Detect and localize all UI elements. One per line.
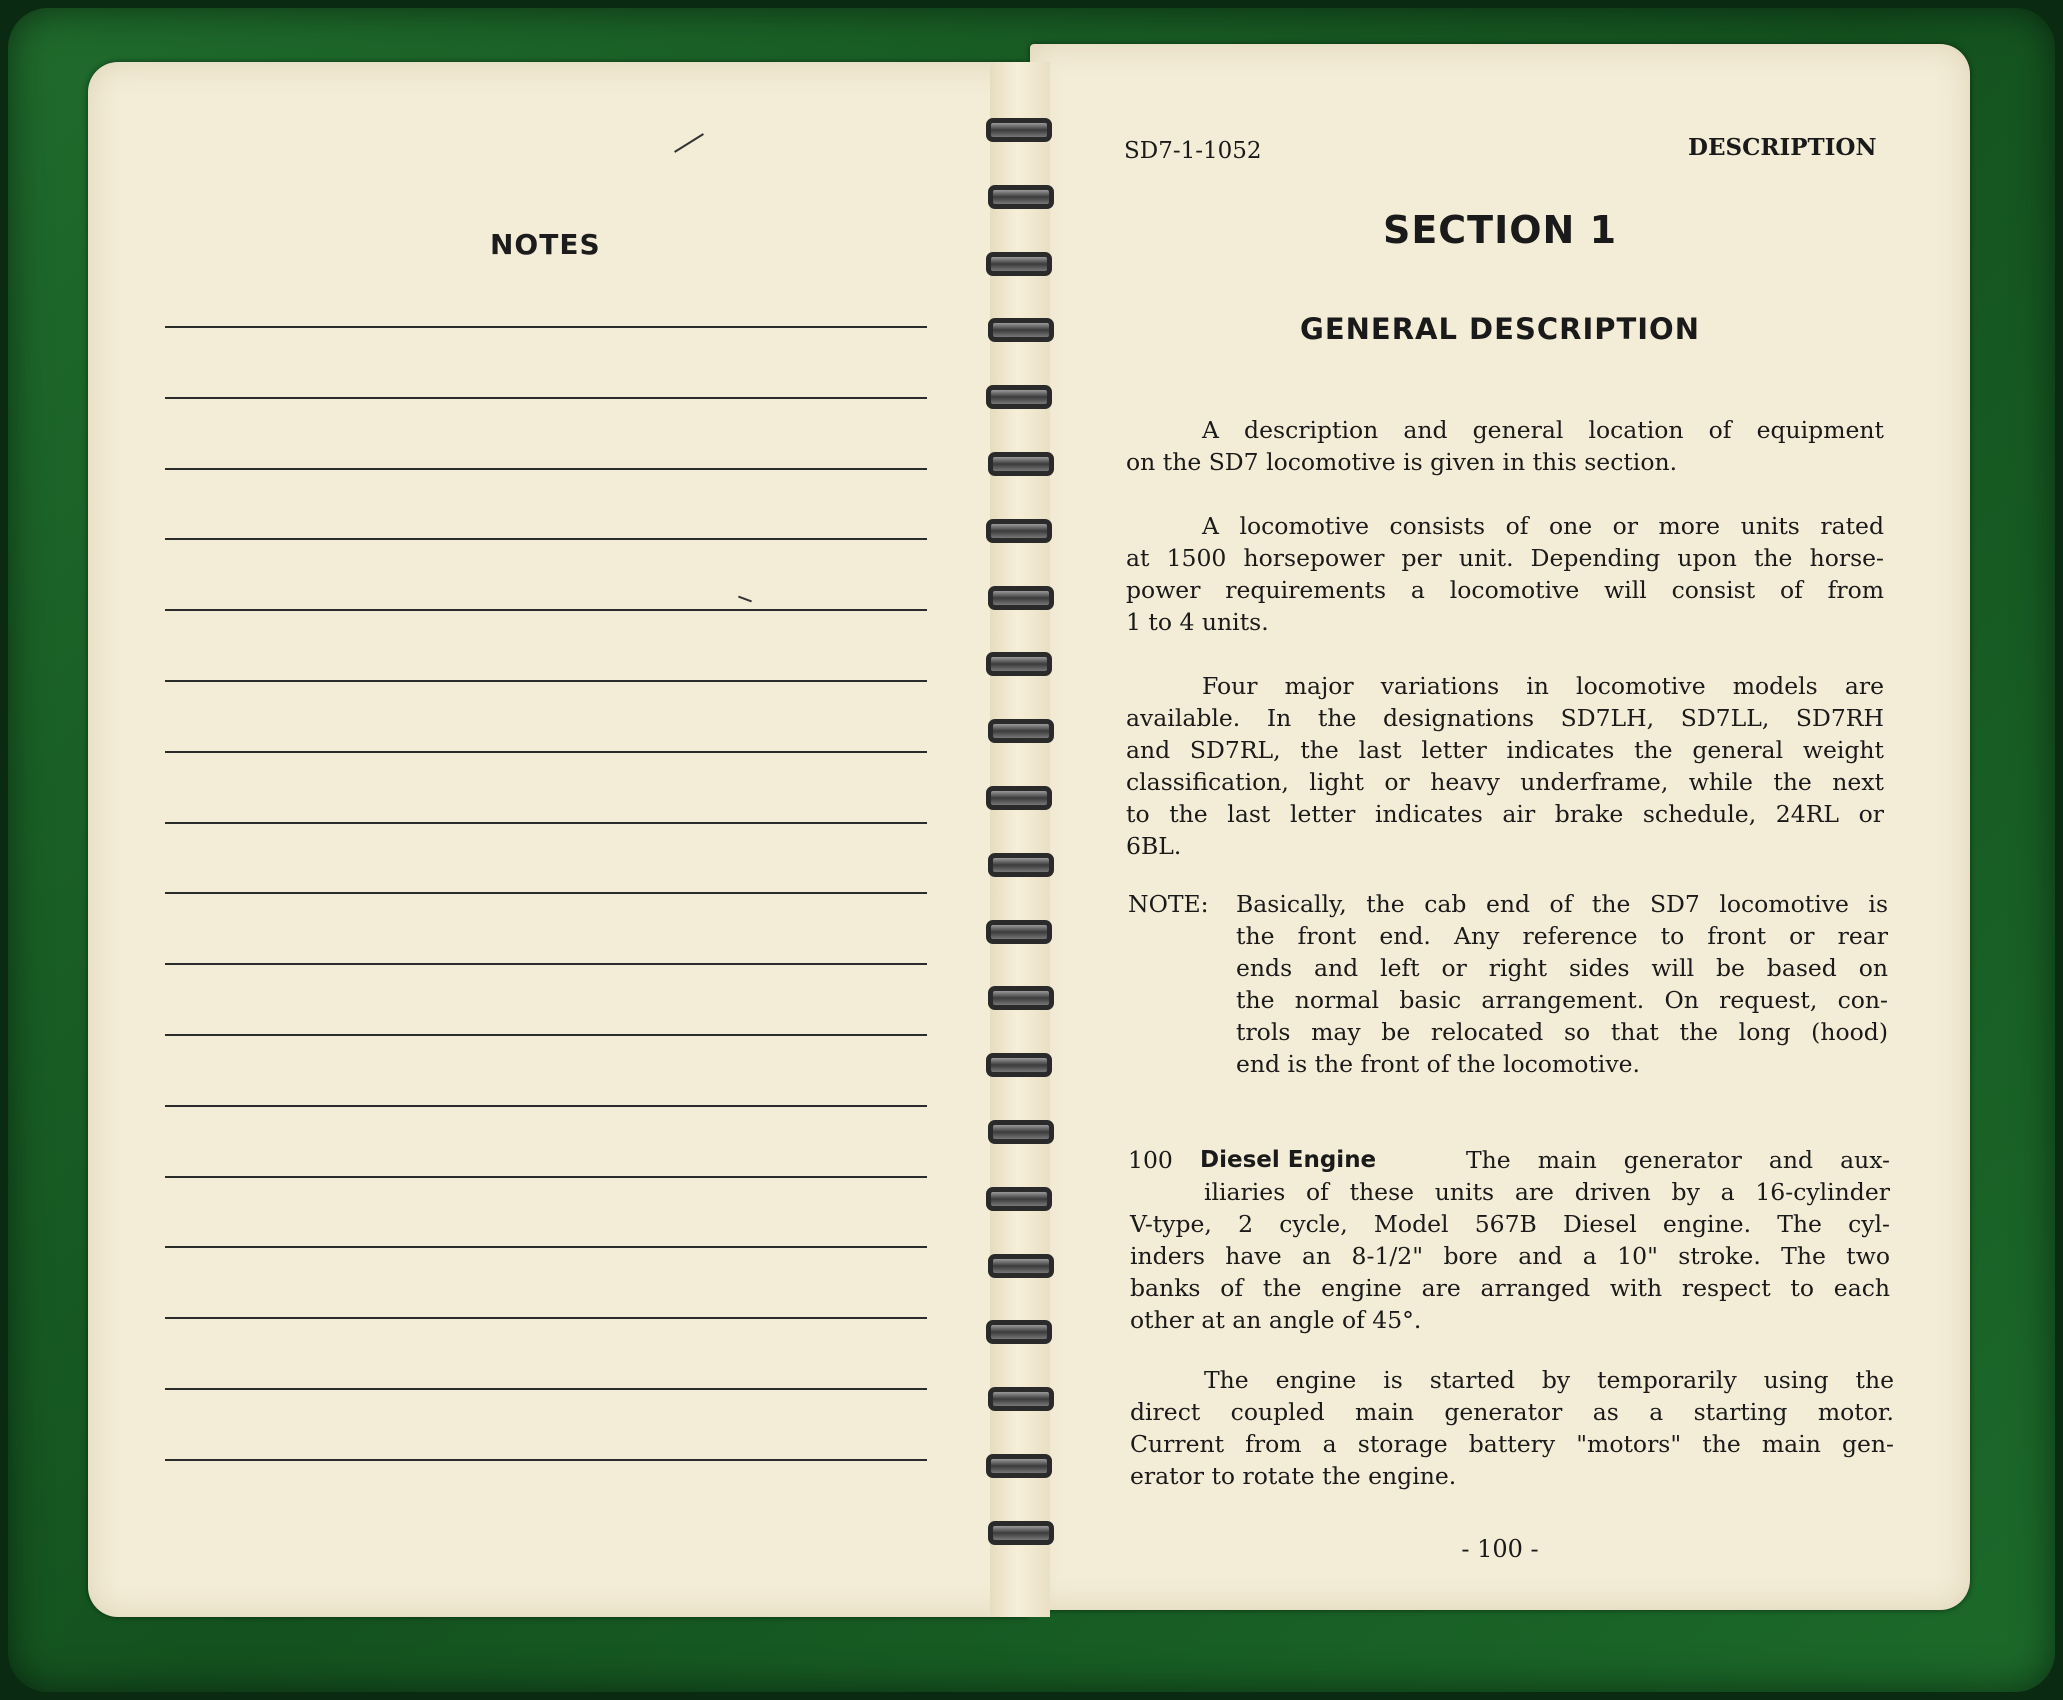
text-line: available. In the designations SD7LH, SD7LL, SD7RH: [1126, 704, 1884, 732]
text-line: V-type, 2 cycle, Model 567B Diesel engine. The cyl-: [1130, 1210, 1890, 1238]
note-rule-line: [165, 892, 927, 894]
text-line: banks of the engine are arranged with respect to each: [1130, 1274, 1890, 1302]
text-line: Current from a storage battery "motors" the main gen-: [1130, 1430, 1894, 1458]
text-line: the front end. Any reference to front or rear: [1236, 922, 1888, 950]
text-line: Basically, the cab end of the SD7 locomotive is: [1236, 890, 1888, 918]
note-rule-line: [165, 963, 927, 965]
binding-ring: [988, 1521, 1054, 1545]
paragraph-units: [1126, 510, 1884, 638]
note-rule-line: [165, 1105, 927, 1107]
binding-ring: [988, 1120, 1054, 1144]
note-rule-line: [165, 751, 927, 753]
text-line: A locomotive consists of one or more units rated: [1202, 512, 1884, 540]
document-id-header: SD7-1-1052: [1124, 138, 1262, 164]
binding-ring: [986, 1187, 1052, 1211]
binding-ring: [988, 1254, 1054, 1278]
paragraph-intro: [1126, 414, 1884, 478]
binding-ring: [986, 519, 1052, 543]
text-line: ends and left or right sides will be based on: [1236, 954, 1888, 982]
binding-ring: [988, 853, 1054, 877]
binding-ring: [986, 1320, 1052, 1344]
note-label: NOTE:: [1128, 890, 1209, 918]
text-line: Four major variations in locomotive models are: [1202, 672, 1884, 700]
binding-gutter: [990, 62, 1050, 1617]
binding-ring: [986, 1053, 1052, 1077]
text-line: erator to rotate the engine.: [1130, 1462, 1457, 1490]
item-number: 100: [1128, 1146, 1173, 1174]
note-rule-line: [165, 1459, 927, 1461]
text-line: power requirements a locomotive will consist of from: [1126, 576, 1884, 604]
paragraph-diesel-engine: [1130, 1176, 1890, 1336]
text-line: the normal basic arrangement. On request, con-: [1236, 986, 1888, 1014]
note-rule-line: [165, 397, 927, 399]
binding-ring: [988, 986, 1054, 1010]
note-rule-line: [165, 326, 927, 328]
item-title: Diesel Engine: [1200, 1147, 1377, 1173]
page-number: - 100 -: [1461, 1535, 1539, 1563]
binding-ring: [988, 586, 1054, 610]
notes-title: NOTES: [490, 228, 601, 261]
note-rule-line: [165, 1317, 927, 1319]
note-rule-line: [165, 1176, 927, 1178]
note-rule-line: [165, 1388, 927, 1390]
paragraph-variations: [1126, 670, 1884, 862]
note-block: [1236, 888, 1888, 1080]
binding-ring: [986, 786, 1052, 810]
text-line: to the last letter indicates air brake schedule, 24RL or: [1126, 800, 1884, 828]
binding-ring: [986, 385, 1052, 409]
note-rule-line: [165, 468, 927, 470]
note-rule-line: [165, 609, 927, 611]
paragraph-starting: [1130, 1364, 1894, 1492]
note-rule-line: [165, 538, 927, 540]
text-line: 6BL.: [1126, 832, 1182, 860]
text-line: inders have an 8-1/2" bore and a 10" stroke. The two: [1130, 1242, 1890, 1270]
binding-ring: [988, 1387, 1054, 1411]
note-rule-line: [165, 1034, 927, 1036]
text-line: end is the front of the locomotive.: [1236, 1050, 1640, 1078]
text-line: trols may be relocated so that the long (hood): [1236, 1018, 1888, 1046]
text-line: A description and general location of equipment: [1202, 416, 1884, 444]
section-subtitle: GENERAL DESCRIPTION: [1300, 312, 1700, 346]
binding-ring: [988, 719, 1054, 743]
binding-ring: [986, 652, 1052, 676]
binding-ring: [988, 452, 1054, 476]
section-header: DESCRIPTION: [1688, 134, 1877, 161]
text-line: The engine is started by temporarily using the: [1204, 1366, 1894, 1394]
section-title: SECTION 1: [1382, 208, 1618, 252]
binding-ring: [988, 318, 1054, 342]
binding-ring: [986, 1454, 1052, 1478]
text-line: 1 to 4 units.: [1126, 608, 1269, 636]
text-line: on the SD7 locomotive is given in this section.: [1126, 448, 1678, 476]
text-line: and SD7RL, the last letter indicates the general weight: [1126, 736, 1884, 764]
binding-ring: [986, 118, 1052, 142]
text-line: iliaries of these units are driven by a 16-cylinder: [1204, 1178, 1890, 1206]
note-rule-line: [165, 680, 927, 682]
text-line: at 1500 horsepower per unit. Depending upon the horse-: [1126, 544, 1884, 572]
note-rule-line: [165, 1246, 927, 1248]
binding-ring: [986, 252, 1052, 276]
binding-ring: [988, 185, 1054, 209]
text-line: The main generator and aux-: [1466, 1146, 1890, 1174]
binding-ring: [986, 920, 1052, 944]
text-line: classification, light or heavy underframe, while the next: [1126, 768, 1884, 796]
left-page-notes: [88, 62, 1028, 1617]
note-rule-line: [165, 822, 927, 824]
text-line: direct coupled main generator as a starting motor.: [1130, 1398, 1894, 1426]
text-line: other at an angle of 45°.: [1130, 1306, 1422, 1334]
item-first-line: [1466, 1144, 1890, 1176]
